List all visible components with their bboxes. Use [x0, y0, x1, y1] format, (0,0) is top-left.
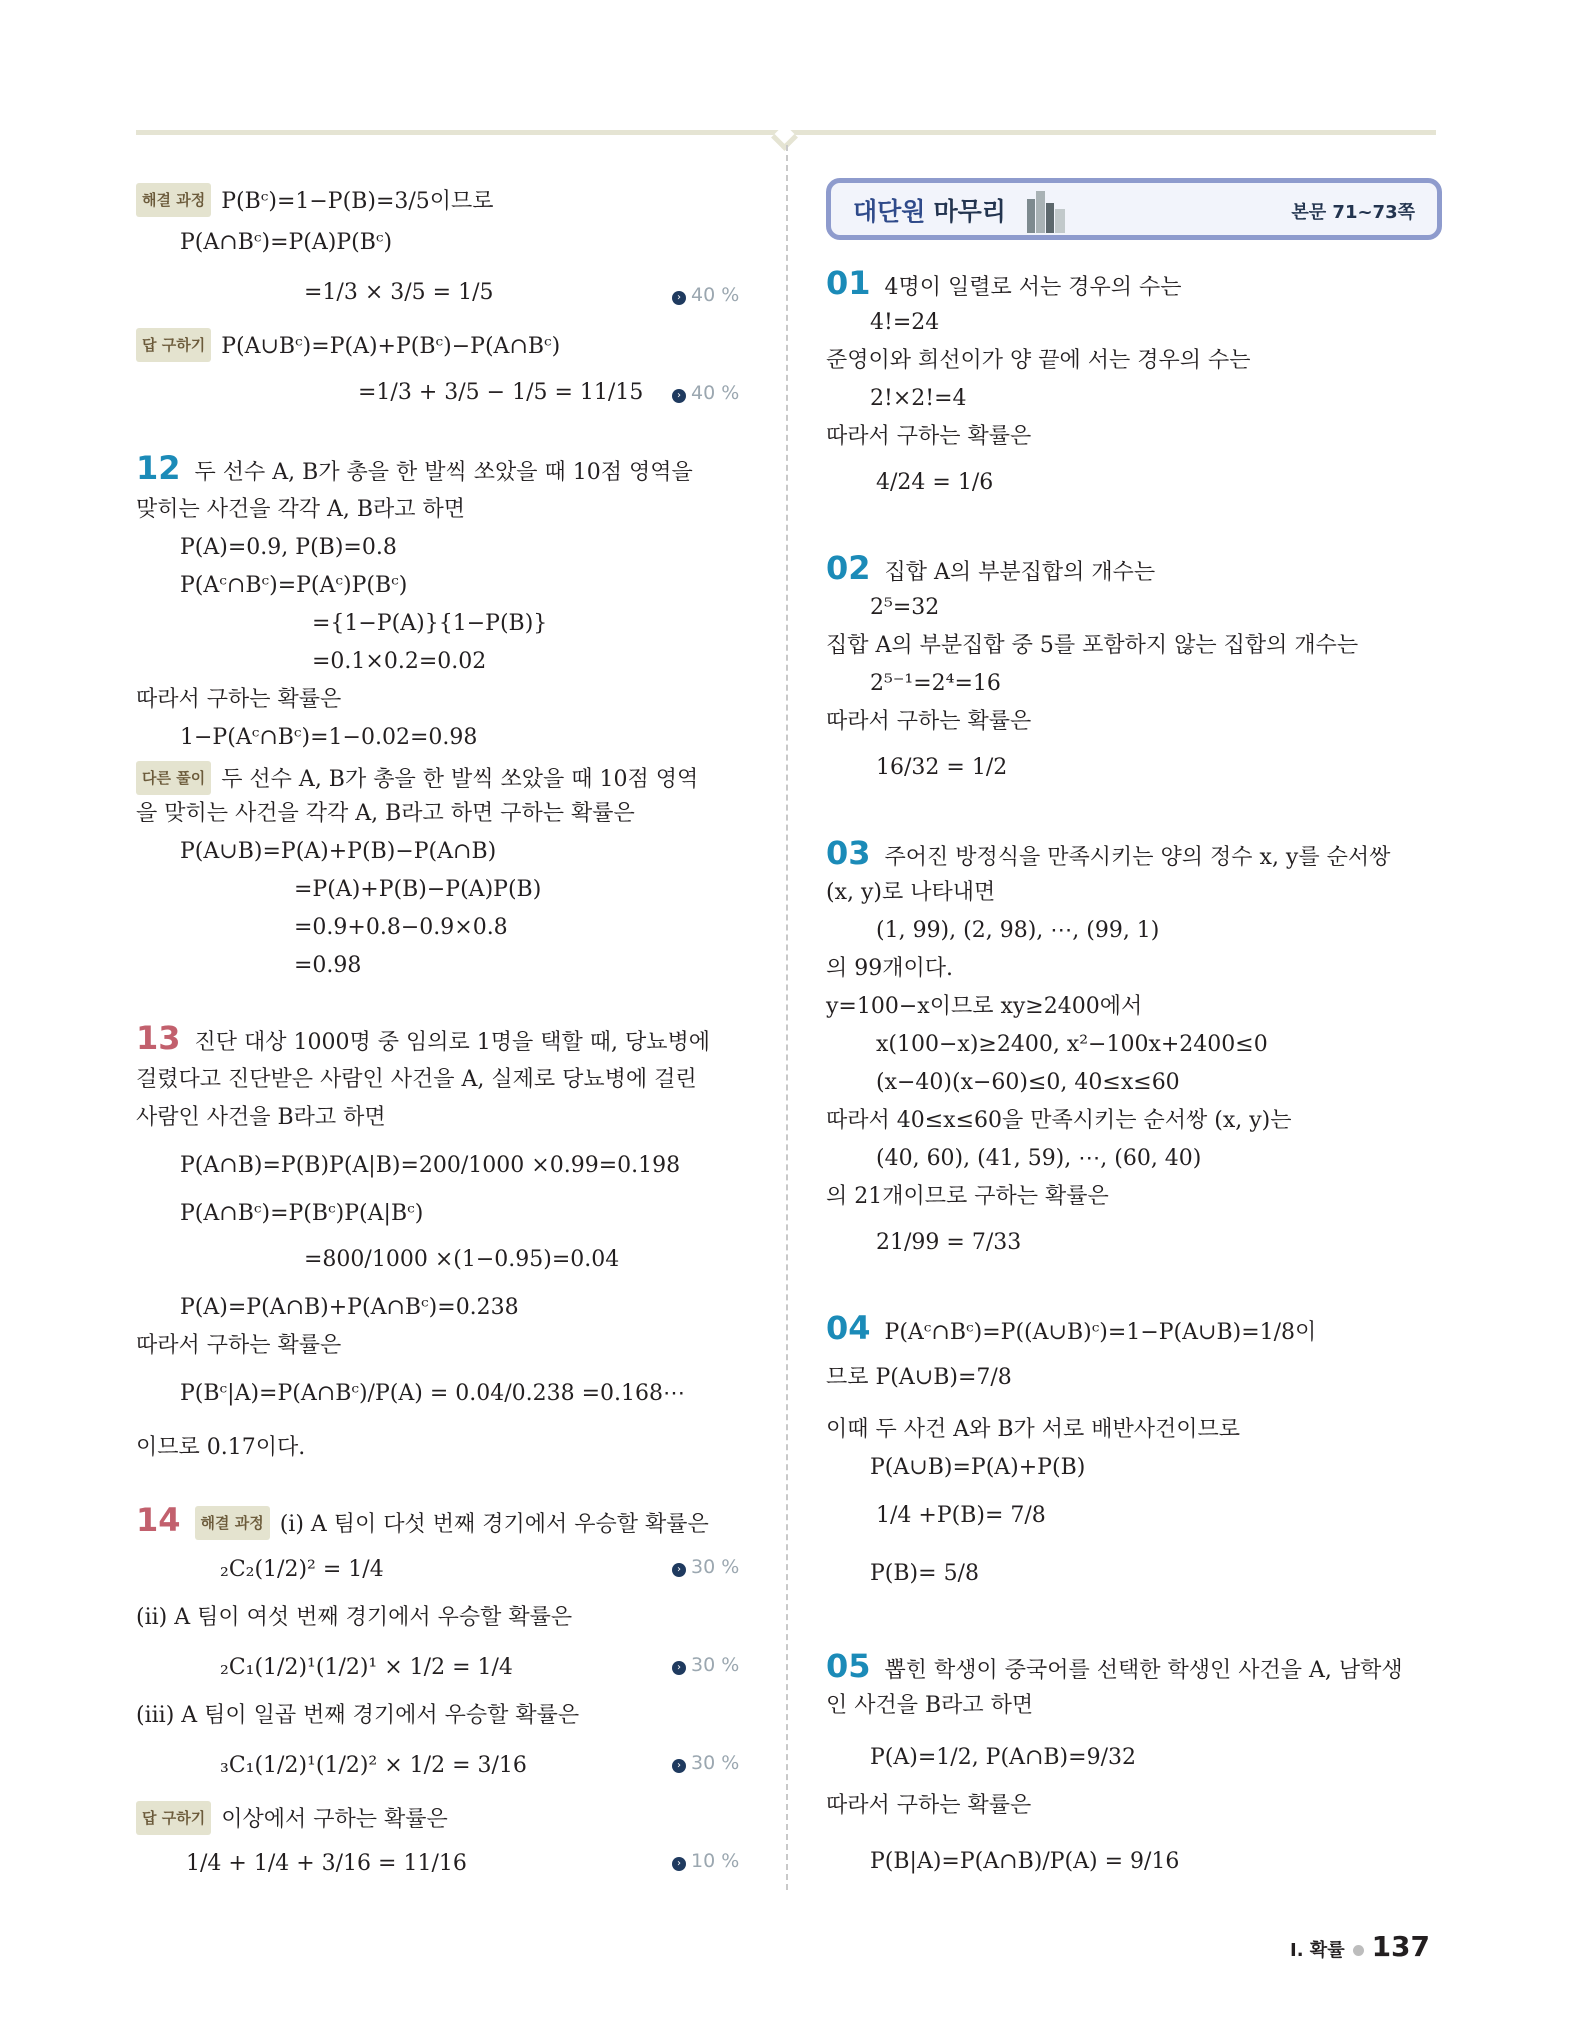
solution-line: P(A)=1/2, P(A∩B)=9/32: [870, 1745, 1136, 1770]
banner-title: 대단원 마무리: [853, 197, 1006, 226]
problem-14-header: 14 해결 과정 (i) A 팀이 다섯 번째 경기에서 우승할 확률은: [136, 1501, 709, 1539]
problem-number: 05: [826, 1647, 871, 1685]
top-rule-notch: [771, 124, 798, 151]
solution-line: =1/3 × 3/5 = 1/5: [304, 280, 494, 305]
problem-05-header: 05 뽑힌 학생이 중국어를 선택한 학생인 사건을 A, 남학생: [826, 1647, 1403, 1685]
chapter-label: Ⅰ. 확률: [1290, 1940, 1345, 1961]
problem-number: 02: [826, 549, 871, 587]
solution-line: =1/3 + 3/5 − 1/5 = 11/15: [358, 380, 644, 405]
solution-line: y=100−x이므로 xy≥2400에서: [826, 994, 1143, 1019]
score-percent: › 40 %: [672, 284, 739, 306]
solution-line: (40, 60), (41, 59), ⋯, (60, 40): [876, 1146, 1202, 1171]
solution-line: 맞히는 사건을 각각 A, B라고 하면: [136, 497, 466, 522]
arrow-circle-icon: ›: [672, 1759, 686, 1773]
solution-line: ₂C₂(1/2)² = 1/4: [220, 1557, 384, 1582]
arrow-circle-icon: ›: [672, 1857, 686, 1871]
solution-line: ₂C₁(1/2)¹(1/2)¹ × 1/2 = 1/4: [220, 1655, 513, 1680]
solution-line: P(A∪B)=P(A)+P(B)−P(A∩B): [180, 839, 497, 864]
solution-line: 따라서 구하는 확률은: [136, 687, 342, 712]
solution-line: (ii) A 팀이 여섯 번째 경기에서 우승할 확률은: [136, 1605, 573, 1630]
solution-line: 따라서 구하는 확률은: [826, 709, 1032, 734]
solution-line: =0.98: [294, 953, 362, 978]
score-percent: › 30 %: [672, 1654, 739, 1676]
solution-line: 2⁵=32: [870, 595, 940, 620]
solution-line: 4/24 = 1/6: [876, 470, 994, 495]
arrow-circle-icon: ›: [672, 291, 686, 305]
arrow-circle-icon: ›: [672, 1661, 686, 1675]
problem-01-header: 01 4명이 일렬로 서는 경우의 수는: [826, 264, 1182, 302]
solution-line: ={1−P(A)}{1−P(B)}: [312, 611, 548, 636]
solution-line: 2!×2!=4: [870, 386, 967, 411]
solution-line: 걸렸다고 진단받은 사람인 사건을 A, 실제로 당뇨병에 걸린: [136, 1067, 697, 1092]
solution-line: x(100−x)≥2400, x²−100x+2400≤0: [876, 1032, 1268, 1057]
solution-line: 16/32 = 1/2: [876, 755, 1008, 780]
solution-line: 따라서 구하는 확률은: [136, 1333, 342, 1358]
solution-line: P(A)=P(A∩B)+P(A∩Bᶜ)=0.238: [180, 1295, 519, 1320]
solution-line: 1−P(Aᶜ∩Bᶜ)=1−0.02=0.98: [180, 725, 478, 750]
solution-line: P(A∩Bᶜ)=P(A)P(Bᶜ): [180, 230, 393, 255]
badge-answer: 답 구하기: [136, 328, 211, 362]
solution-line: P(B)= 5/8: [870, 1561, 979, 1586]
solution-line: 따라서 구하는 확률은: [826, 424, 1032, 449]
problem-13-header: 13 진단 대상 1000명 중 임의로 1명을 택할 때, 당뇨병에: [136, 1019, 710, 1057]
solution-line: 2⁵⁻¹=2⁴=16: [870, 671, 1001, 696]
books-illustration-icon: [1021, 185, 1071, 233]
solution-line: P(Bᶜ|A)=P(A∩Bᶜ)/P(A) = 0.04/0.238 =0.168⋯: [180, 1381, 686, 1406]
arrow-circle-icon: ›: [672, 1563, 686, 1577]
solution-line: 답 구하기 이상에서 구하는 확률은: [136, 1801, 448, 1835]
problem-number: 03: [826, 834, 871, 872]
column-divider: [786, 145, 788, 1890]
score-percent: › 40 %: [672, 382, 739, 404]
bullet-dot-icon: [1353, 1945, 1364, 1956]
solution-line: 의 21개이므로 구하는 확률은: [826, 1184, 1109, 1209]
solution-line: 사람인 사건을 B라고 하면: [136, 1105, 386, 1130]
solution-line: P(A)=0.9, P(B)=0.8: [180, 535, 397, 560]
solution-line: 1/4 +P(B)= 7/8: [876, 1503, 1046, 1528]
solution-line: =0.1×0.2=0.02: [312, 649, 487, 674]
solution-line: (1, 99), (2, 98), ⋯, (99, 1): [876, 918, 1160, 943]
solution-line: P(B|A)=P(A∩B)/P(A) = 9/16: [870, 1849, 1180, 1874]
solution-line: 답 구하기 P(A∪Bᶜ)=P(A)+P(Bᶜ)−P(A∩Bᶜ): [136, 328, 560, 362]
problem-number: 01: [826, 264, 871, 302]
solution-line: 인 사건을 B라고 하면: [826, 1693, 1034, 1718]
solution-line: 의 99개이다.: [826, 956, 953, 981]
solution-line: 을 맞히는 사건을 각각 A, B라고 하면 구하는 확률은: [136, 801, 635, 826]
solution-line: 21/99 = 7/33: [876, 1230, 1022, 1255]
badge-answer: 답 구하기: [136, 1801, 211, 1835]
solution-line: 따라서 구하는 확률은: [826, 1793, 1032, 1818]
problem-number: 13: [136, 1019, 181, 1057]
solution-line: =800/1000 ×(1−0.95)=0.04: [304, 1247, 620, 1272]
solution-line: =0.9+0.8−0.9×0.8: [294, 915, 508, 940]
page-number: 137: [1371, 1930, 1431, 1963]
solution-line: P(A∪B)=P(A)+P(B): [870, 1455, 1086, 1480]
page-footer: [1290, 1930, 1430, 1963]
solution-line: (iii) A 팀이 일곱 번째 경기에서 우승할 확률은: [136, 1703, 580, 1728]
chapter-review-banner: [826, 178, 1442, 240]
problem-number: 04: [826, 1309, 871, 1347]
score-percent: › 10 %: [672, 1850, 739, 1872]
solution-line: 이때 두 사건 A와 B가 서로 배반사건이므로: [826, 1417, 1241, 1442]
badge-process: 해결 과정: [136, 183, 211, 217]
solution-line: 준영이와 희선이가 양 끝에 서는 경우의 수는: [826, 348, 1251, 373]
solution-line: 이므로 0.17이다.: [136, 1435, 306, 1460]
problem-number: 14: [136, 1501, 181, 1539]
problem-02-header: 02 집합 A의 부분집합의 개수는: [826, 549, 1156, 587]
problem-number: 12: [136, 449, 181, 487]
solution-line: 집합 A의 부분집합 중 5를 포함하지 않는 집합의 개수는: [826, 633, 1359, 658]
solution-line: (x−40)(x−60)≤0, 40≤x≤60: [876, 1070, 1180, 1095]
arrow-circle-icon: ›: [672, 389, 686, 403]
solution-line: 해결 과정 P(Bᶜ)=1−P(B)=3/5이므로: [136, 183, 494, 217]
solution-line: (x, y)로 나타내면: [826, 880, 996, 905]
score-percent: › 30 %: [672, 1556, 739, 1578]
solution-line: ₃C₁(1/2)¹(1/2)² × 1/2 = 3/16: [220, 1753, 527, 1778]
solution-line: P(A∩B)=P(B)P(A|B)=200/1000 ×0.99=0.198: [180, 1153, 681, 1178]
problem-04-header: 04 P(Aᶜ∩Bᶜ)=P((A∪B)ᶜ)=1−P(A∪B)=1/8이: [826, 1309, 1317, 1347]
solution-line: 1/4 + 1/4 + 3/16 = 11/16: [186, 1851, 467, 1876]
solution-line: 4!=24: [870, 310, 940, 335]
solution-line: 따라서 40≤x≤60을 만족시키는 순서쌍 (x, y)는: [826, 1108, 1292, 1133]
page-reference: 본문 71~73쪽: [1291, 202, 1415, 223]
badge-alt: 다른 풀이: [136, 761, 211, 795]
badge-process: 해결 과정: [195, 1506, 270, 1540]
solution-line: =P(A)+P(B)−P(A)P(B): [294, 877, 542, 902]
solution-line: P(A∩Bᶜ)=P(Bᶜ)P(A|Bᶜ): [180, 1201, 424, 1226]
problem-12-header: 12 두 선수 A, B가 총을 한 발씩 쏘았을 때 10점 영역을: [136, 449, 693, 487]
score-percent: › 30 %: [672, 1752, 739, 1774]
solution-line: 므로 P(A∪B)=7/8: [826, 1365, 1012, 1390]
solution-line: 다른 풀이 두 선수 A, B가 총을 한 발씩 쏘았을 때 10점 영역: [136, 761, 698, 795]
problem-03-header: 03 주어진 방정식을 만족시키는 양의 정수 x, y를 순서쌍: [826, 834, 1391, 872]
solution-line: P(Aᶜ∩Bᶜ)=P(Aᶜ)P(Bᶜ): [180, 573, 408, 598]
